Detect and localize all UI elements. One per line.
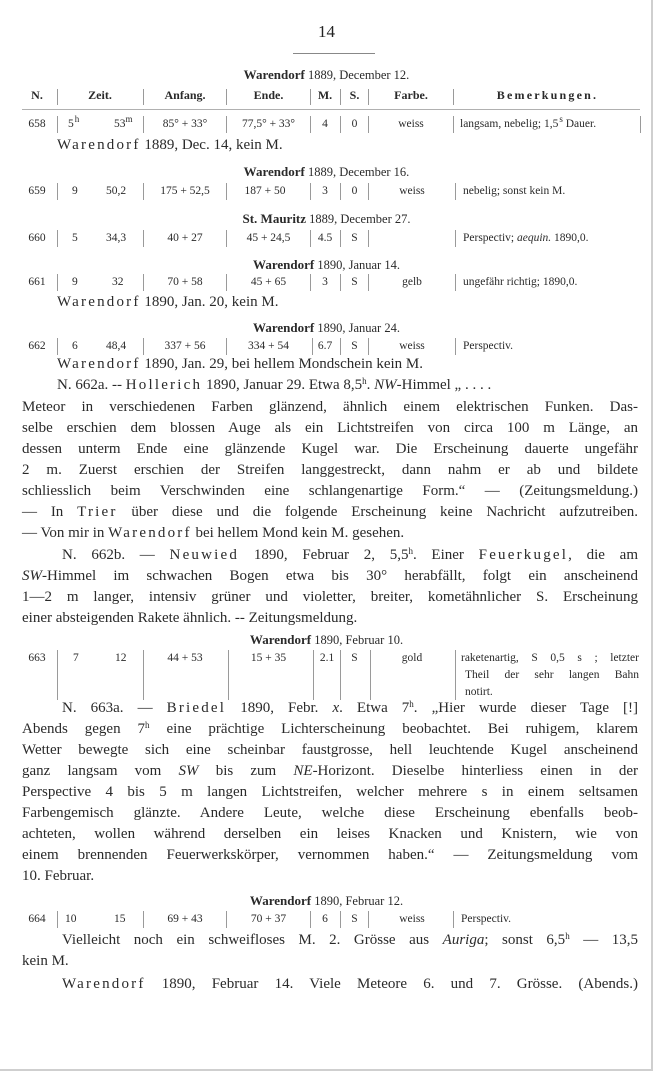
entry-caption [0, 164, 653, 180]
hour-unit: h [408, 546, 413, 556]
cell-zeit-m: 48,4 [106, 340, 127, 352]
column-divider [340, 911, 341, 928]
column-divider [143, 650, 144, 700]
text: — Von mir in [22, 525, 109, 541]
cell-zeit-h: 9 [72, 276, 78, 288]
cell-n: 660 [28, 232, 46, 244]
caption-date: 1890, Februar 10. [314, 633, 404, 647]
column-divider [226, 274, 227, 291]
caption-place: Warendorf [249, 893, 312, 908]
column-divider [310, 89, 311, 105]
column-divider [228, 650, 229, 700]
paragraph-line: 1—2 m langer, intensiv grüner und violetter, breiter, kometähnlicher S. Erscheinung [22, 589, 638, 605]
zeit-hours: 5 [68, 118, 74, 130]
column-divider [368, 338, 369, 355]
direction: NW [374, 377, 397, 393]
entry-label: N. 662b. — [62, 547, 170, 563]
column-divider [310, 183, 311, 200]
paragraph-line: kein M. [22, 953, 69, 969]
paragraph-line: Farbengemisch glänzte. Andere Leute, welche diese Erscheinung ebenfalls beob- [22, 805, 638, 821]
hour-unit: h [409, 699, 414, 709]
cell-zeit-m: 12 [115, 652, 127, 664]
seconds-unit: s [559, 114, 563, 124]
minute-unit: m [125, 114, 133, 124]
cell-zeit-m: 15 [114, 913, 126, 925]
remark-italic: aequin. [516, 232, 552, 244]
direction: NE [293, 763, 313, 779]
cell-zeit-m [114, 114, 133, 130]
column-divider [57, 89, 58, 105]
cell-farbe: weiss [399, 913, 425, 925]
place-name: Warendorf [108, 525, 192, 541]
final-note [62, 976, 638, 993]
text: -Horizont. Dieselbe hinterliess einen in der [312, 763, 638, 779]
column-divider [57, 274, 58, 291]
remark-tail: 1890,0. [551, 232, 589, 244]
column-divider [143, 183, 144, 200]
header-rule [22, 109, 640, 110]
text: ; sonst 6,5 [484, 932, 566, 948]
header-m: M. [317, 88, 333, 102]
header-zeit: Zeit. [88, 88, 112, 102]
cell-m: 3 [322, 185, 328, 197]
fireball-term: Feuerkugel [478, 547, 569, 563]
column-divider [368, 116, 369, 133]
remark-tail: Dauer. [562, 118, 597, 130]
text: 1890, Februar 2, 5,5 [239, 547, 409, 563]
paragraph-line: achteten, wollen während derselben ein leises Knacken und Knistern, wie von [22, 826, 638, 842]
column-divider [368, 183, 369, 200]
cell-ende: 15 + 35 [250, 652, 287, 664]
column-divider [340, 650, 341, 700]
entry-label: N. 663a. — [62, 700, 167, 716]
cell-bemerkungen: Perspectiv. [461, 913, 512, 925]
header-s: S. [349, 88, 360, 102]
column-divider [226, 183, 227, 200]
cell-bemerkungen: nebelig; sonst kein M. [463, 185, 566, 197]
cell-farbe: weiss [399, 340, 425, 352]
cell-farbe: weiss [398, 118, 424, 130]
column-divider [226, 230, 227, 247]
text: . Etwa 7 [339, 700, 410, 716]
paragraph-line: einer absteigenden Rakete ähnlich. -- Zeitungsmeldung. [22, 610, 358, 626]
place-name: Neuwied [169, 547, 240, 563]
text: bis zum [198, 763, 294, 779]
cell-n: 658 [28, 118, 46, 130]
text: ganz langsam vom [22, 763, 179, 779]
paragraph-line: einem brennenden Feuerwerkskörper, vernommen haben.“ — Zeitungsmeldung vom [22, 847, 638, 863]
text: bei hellem Mond kein M. gesehen. [191, 525, 405, 541]
column-divider [312, 338, 313, 355]
hour-unit: h [362, 376, 367, 386]
cell-m: 4.5 [317, 232, 333, 244]
column-divider [143, 911, 144, 928]
cell-anfang: 337 + 56 [164, 340, 206, 352]
column-divider [57, 183, 58, 200]
paragraph-line: schliesslich beim Verschwinden eine schlangenartige Form.“ — (Zeitungsmeldung.) [22, 483, 638, 499]
place-name: Trier [77, 504, 118, 520]
column-divider [57, 116, 58, 133]
column-divider [143, 338, 144, 355]
cell-m: 6.7 [317, 340, 333, 352]
paragraph-line [22, 763, 638, 780]
entry-caption [0, 211, 653, 227]
column-divider [340, 183, 341, 200]
cell-bemerkungen-line: Theil der sehr langen Bahn [465, 669, 639, 681]
paragraph-line: Meteor in verschiedenen Farben glänzend, ähnlich einem elektrischen Funken. Das- [22, 399, 638, 415]
remark-text: Perspectiv; [463, 232, 517, 244]
entry-caption [0, 320, 653, 336]
caption-date: 1890, Januar 14. [317, 258, 400, 272]
cell-m: 4 [322, 118, 328, 130]
place-name: Warendorf [62, 976, 146, 992]
cell-s: S [351, 232, 358, 244]
cell-bemerkungen [460, 114, 597, 130]
cell-n: 663 [28, 652, 46, 664]
direction: SW [178, 763, 199, 779]
cell-s: S [351, 276, 358, 288]
column-divider [57, 230, 58, 247]
paragraph-663a-first-line [62, 700, 638, 717]
cell-ende: 70 + 37 [250, 913, 287, 925]
column-divider [455, 230, 456, 247]
cell-m: 6 [322, 913, 328, 925]
text: Abends gegen 7 [22, 721, 146, 737]
cell-bemerkungen-line: raketenartig, S 0,5 s ; letzter [461, 652, 639, 664]
paragraph-line [22, 721, 638, 738]
column-divider [368, 230, 369, 247]
column-divider [226, 116, 227, 133]
text: -Himmel „ . . . . [396, 377, 492, 393]
note-no-meteor [57, 294, 278, 311]
column-divider [368, 911, 369, 928]
cell-farbe: weiss [399, 185, 425, 197]
remark-text: langsam, nebelig; 1,5 [460, 118, 559, 130]
cell-anfang: 175 + 52,5 [160, 185, 210, 197]
text: Vielleicht noch ein schweifloses M. 2. Grösse aus [62, 932, 443, 948]
hour-unit: h [145, 720, 150, 730]
entry-caption [0, 67, 653, 83]
cell-anfang: 70 + 58 [167, 276, 203, 288]
text: eine prächtige Lichterscheinung beobachtet. Bei ruhigem, klarem [149, 721, 639, 737]
cell-m: 3 [322, 276, 328, 288]
cell-ende: 334 + 54 [248, 340, 289, 352]
column-divider [455, 183, 456, 200]
column-divider [340, 230, 341, 247]
column-divider [310, 230, 311, 247]
cell-bemerkungen: ungefähr richtig; 1890,0. [463, 276, 578, 288]
hour-unit: h [74, 114, 80, 124]
cell-anfang: 69 + 43 [167, 913, 203, 925]
cell-zeit-h [68, 114, 80, 130]
paragraph-line: selbe erschien dem blossen Auge als ein Lichtstreifen von circa 100 m Länge, an [22, 420, 638, 436]
cell-n: 661 [28, 276, 46, 288]
cell-bemerkungen: Perspectiv. [463, 340, 514, 352]
cell-s: 0 [351, 118, 358, 130]
entry-caption [0, 632, 653, 648]
header-n: N. [31, 88, 43, 102]
paragraph-662a-first-line: N. 662a. -- Hollerich 1890, Januar 29. Etwa 8,5$^h$. NW-Himmel „ . . . . [57, 376, 492, 393]
note-place: Warendorf [57, 294, 141, 310]
note-text: 1890, Jan. 20, kein M. [144, 294, 279, 310]
cell-bemerkungen [463, 232, 589, 244]
caption-date: 1889, December 12. [307, 68, 410, 82]
constellation: Auriga [442, 932, 485, 948]
note-text: 1889, Dec. 14, kein M. [144, 137, 283, 153]
column-divider [453, 911, 454, 928]
paragraph-line: 2 m. Zuerst erschien der Streifen langgestreckt, dann nahm er ab und bildete [22, 462, 638, 478]
header-ende: Ende. [253, 88, 284, 102]
column-divider [340, 116, 341, 133]
caption-place: Warendorf [243, 67, 305, 82]
paragraph-line: Wetter bewegte sich eine scheinbar faustgrosse, hell leuchtende Kugel anscheinend [22, 742, 638, 758]
cell-bemerkungen-line: notirt. [465, 686, 493, 698]
column-divider [57, 911, 58, 928]
cell-n: 664 [28, 913, 46, 925]
header-anfang: Anfang. [164, 88, 206, 102]
cell-ende: 45 + 24,5 [246, 232, 291, 244]
caption-place: St. Mauritz [242, 211, 307, 226]
column-divider [310, 274, 311, 291]
caption-date: 1889, December 16. [307, 165, 410, 179]
column-divider [455, 650, 456, 700]
caption-date: 1890, Februar 12. [314, 894, 404, 908]
cell-n: 662 [28, 340, 46, 352]
column-divider [310, 911, 311, 928]
column-divider [226, 89, 227, 105]
cell-s: 0 [351, 185, 358, 197]
column-divider [313, 650, 314, 700]
column-divider [453, 89, 454, 105]
column-divider [455, 274, 456, 291]
paragraph-line [22, 525, 638, 542]
caption-place: Warendorf [249, 632, 312, 647]
cell-zeit-h: 5 [72, 232, 78, 244]
text: über diese und die folgende Erscheinung keine Nachricht aufzutreiben. [117, 504, 638, 520]
paragraph-662b-first-line [62, 547, 638, 564]
cell-zeit-h: 6 [72, 340, 78, 352]
paragraph-line: 10. Februar. [22, 868, 95, 884]
column-divider [57, 338, 58, 355]
column-divider [226, 911, 227, 928]
column-divider [143, 89, 144, 105]
cell-zeit-m: 50,2 [106, 185, 127, 197]
note-place: Warendorf [57, 137, 141, 153]
cell-anfang: 40 + 27 [167, 232, 203, 244]
column-divider [57, 650, 58, 700]
column-divider [368, 274, 369, 291]
cell-anfang: 85° + 33° [162, 118, 208, 130]
column-divider [453, 116, 454, 133]
cell-s: S [351, 340, 358, 352]
paragraph-line [22, 504, 638, 521]
column-divider [640, 116, 641, 133]
direction: SW [22, 568, 42, 584]
note-text: 1890, Jan. 29, bei hellem Mondschein kein M. [144, 356, 424, 372]
entry-caption [0, 257, 653, 273]
cell-zeit-m: 32 [112, 276, 124, 288]
text: . „Hier wurde dieser Tage [!] [413, 700, 638, 716]
place-name: Briedel [166, 700, 227, 716]
column-divider [340, 89, 341, 105]
text: -Himmel im schwachen Bogen etwa bis 30° herabfällt, folgt ein anscheinend [42, 568, 638, 584]
text: . Einer [412, 547, 479, 563]
column-divider [340, 274, 341, 291]
cell-s: S [351, 652, 358, 664]
column-divider [370, 650, 371, 700]
column-divider [340, 338, 341, 355]
cell-zeit-h: 10 [65, 913, 77, 925]
caption-date: 1889, December 27. [309, 212, 411, 226]
zeit-minutes: 53 [114, 118, 126, 130]
column-divider [455, 338, 456, 355]
cell-s: S [351, 913, 358, 925]
caption-place: Warendorf [253, 257, 315, 272]
page-number-rule [293, 53, 375, 54]
column-divider [368, 89, 369, 105]
note-place: Warendorf [57, 356, 141, 372]
text: — In [22, 504, 78, 520]
cell-n: 659 [28, 185, 46, 197]
hour-unit: h [565, 931, 570, 941]
caption-date: 1890, Januar 24. [317, 321, 400, 335]
column-divider [310, 116, 311, 133]
text: 1890, Febr. [226, 700, 333, 716]
note-no-meteor [57, 137, 283, 154]
text: — 13,5 [569, 932, 639, 948]
cell-ende: 187 + 50 [244, 185, 286, 197]
caption-place: Warendorf [243, 164, 305, 179]
paragraph-line [22, 568, 638, 585]
cell-zeit-h: 7 [73, 652, 79, 664]
header-farbe: Farbe. [394, 88, 428, 102]
entry-label: N. 662a. -- [57, 377, 126, 393]
paragraph-664-note-first-line [62, 932, 638, 949]
column-divider [226, 338, 227, 355]
cell-ende: 77,5° + 33° [241, 118, 296, 130]
cell-farbe: gelb [402, 276, 422, 288]
cell-m: 2.1 [319, 652, 335, 664]
cell-zeit-h: 9 [72, 185, 78, 197]
column-divider [143, 230, 144, 247]
note-no-meteor [57, 356, 423, 373]
cell-anfang: 44 + 53 [167, 652, 203, 664]
text: 1890, Januar 29. Etwa 8,5 [202, 377, 363, 393]
unknown-day: x [332, 700, 340, 716]
cell-farbe: gold [401, 652, 423, 664]
caption-place: Warendorf [253, 320, 315, 335]
text: , die am [568, 547, 639, 563]
cell-zeit-m: 34,3 [106, 232, 127, 244]
column-divider [143, 274, 144, 291]
page-number: 14 [318, 22, 335, 41]
entry-caption [0, 893, 653, 909]
place-name: Hollerich [125, 377, 203, 393]
header-bemerkungen: Bemerkungen. [496, 88, 599, 102]
paragraph-line: Perspective 4 bis 5 m langen Lichtstreifen, welcher mehrere s in einem seltsamen [22, 784, 638, 800]
text: 1890, Februar 14. Viele Meteore 6. und 7. Grösse. (Abends.) [145, 976, 638, 992]
column-divider [143, 116, 144, 133]
paragraph-line: dessen unterm Ende eine glänzende Kugel war. Die Erscheinung dauerte ungefähr [22, 441, 638, 457]
cell-ende: 45 + 65 [250, 276, 287, 288]
